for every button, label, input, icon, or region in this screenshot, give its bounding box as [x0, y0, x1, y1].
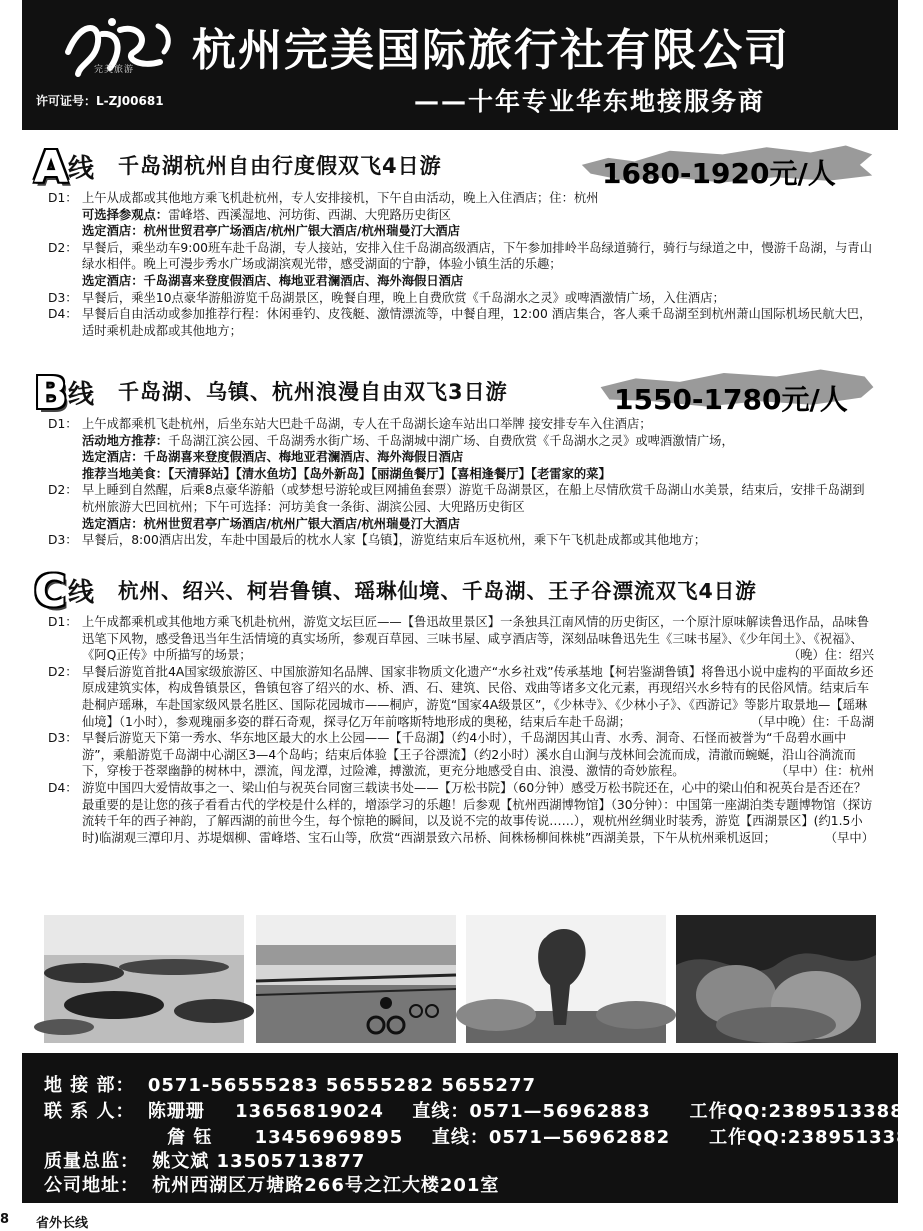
logo-caption: 完美旅游: [94, 65, 135, 75]
route-letter: C: [34, 566, 67, 617]
contact-qq: 工作QQ:2389513386: [709, 1127, 923, 1148]
route-xian: 线: [68, 578, 95, 608]
contact-person-row: [44, 1123, 923, 1149]
header-banner: [22, 0, 898, 130]
quality-director-row: [44, 1147, 365, 1173]
day-detail: 可选择参观点：雷峰塔、西溪湿地、河坊街、西湖、大兜路历史街区: [82, 207, 451, 222]
route-title: 千岛湖杭州自由行度假双飞4日游: [118, 154, 442, 178]
itinerary-day: [22, 482, 898, 532]
day-description: 游览中国四大爱情故事之一、梁山伯与祝英台同窗三载读书处——【万松书院】（60分钟）感受万松书院还在，心中的梁山伯和祝英台是否还在？最重要的是让您的孩子看看古代的学校是什么样的，增添学习的乐趣！后参观【杭州西湖博物馆】（30分钟）：中国第一座湖泊类专题博物馆（探访流转千年的西子神韵，了解西湖的前世今生，每个惊艳的瞬间，以及说不完的故事传说……），观杭州丝绸业时装秀，游览【西湖景区】(约1.5小时)临湖观三潭印月、苏堤烟柳、雷峰塔、宝石山等，欣赏“西湖景致六吊桥、间株杨柳间株桃”西湖美景，下午从杭州乘机返回； （早中）: [82, 780, 874, 845]
route-price: 1550-1780元/人: [614, 383, 848, 416]
route-title: 杭州、绍兴、柯岩鲁镇、瑶琳仙境、千岛湖、王子谷漂流双飞4日游: [118, 579, 757, 603]
itinerary-day: [22, 664, 898, 730]
itinerary: [22, 614, 898, 846]
day-description: 早餐后游览天下第一秀水、华东地区最大的水上公园——【千岛湖】（约4小时），千岛湖因其山青、水秀、洞奇、石怪而被誉为“千岛碧水画中游”，乘船游览千岛湖中心湖区3—4个岛屿；结束后体验【王子谷漂流】（约2小时）溪水自山涧与茂林间会流而成，清澈而蜿蜒，沿山谷淌流而下，穿梭于苍翠幽静的树林中，漂流，闯龙潭，过险滩，搏激流，更充分地感受自由、浪漫、激情的奇妙旅程。 （早中）住：杭州: [82, 731, 874, 779]
company-name: 杭州完美国际旅行社有限公司: [192, 25, 790, 76]
local-office-row: [44, 1071, 536, 1097]
address-row: [44, 1171, 499, 1197]
route-xian: 线: [68, 380, 95, 410]
route-letter: A: [34, 142, 69, 193]
contact-mobile: 13656819024: [235, 1101, 384, 1122]
day-label: D4：: [48, 307, 78, 322]
contact-panel: [22, 1053, 923, 1203]
cave-formation-photo: [676, 915, 876, 1043]
day-description: 早餐后，乘坐动车9:00班车赴千岛湖，专人接站，安排入住千岛湖高级酒店，下午参加排岭半岛绿道骑行，骑行与绿道之中，慢游千岛湖，与青山绿水相伴。晚上可漫步秀水广场或湖滨观光带，感受湖面的宁静，体验小镇生活的乐趣；: [82, 240, 873, 272]
day-description: 上午成都乘机或其他地方乘飞机赴杭州，游览文坛巨匠——【鲁迅故里景区】一条独具江南风情的历史街区，一个原汁原味解读鲁迅作品，品味鲁迅笔下风物，感受鲁迅当年生活情境的真实场所，参观百草园、三味书屋、咸亨酒店等，深刻品味鲁迅先生《三味书屋》、《少年闰土》、《祝福》、《阿Q正传》中所描写的场景； （晚）住：绍兴: [82, 615, 874, 663]
itinerary-day: [22, 614, 898, 664]
meal-lodging-note: （早中）住：杭州: [775, 764, 874, 779]
day-label: D4：: [48, 780, 78, 795]
route-xian: 线: [68, 154, 95, 184]
day-detail: 选定酒店：千岛湖喜来登度假酒店、梅地亚君澜酒店、海外海假日酒店: [82, 450, 464, 465]
day-description: 早餐后，8:00酒店出发，车赴中国最后的枕水人家【乌镇】，游览结束后车返杭州，乘下午飞机赴成都或其他地方；: [82, 533, 707, 548]
license-number: 许可证号：L-ZJ00681: [36, 94, 164, 108]
route-title: 千岛湖、乌镇、杭州浪漫自由双飞3日游: [118, 380, 508, 404]
thousand-island-lake-photo: [44, 915, 244, 1043]
day-detail: 推荐当地美食：【天清驿站】【清水鱼坊】【岛外新岛】【丽湖鱼餐厅】【喜相逢餐厅】【老雷家的菜】: [82, 466, 611, 481]
day-description: 早餐后，乘坐10点豪华游船游览千岛湖景区，晚餐自理，晚上自费欣赏《千岛湖水之灵》或啤酒激情广场，入住酒店；: [82, 290, 725, 305]
meal-lodging-note: （晚）住：绍兴: [787, 648, 874, 663]
quality-director: 姚文斌 13505713877: [152, 1151, 366, 1172]
day-description: 上午从成都或其他地方乘飞机赴杭州，专人安排接机，下午自由活动，晚上入住酒店；住：杭州: [82, 191, 599, 205]
day-label: D2：: [48, 240, 78, 255]
route-c: [22, 566, 898, 846]
meal-lodging-note: （早中晚）住：千岛湖: [751, 714, 874, 729]
itinerary-day: [22, 306, 898, 339]
meal-lodging-note: （早中）: [824, 830, 874, 845]
contact-direct-line: 直线：0571—56962882: [431, 1127, 671, 1148]
local-office-phones: 0571-56555283 56555282 5655277: [147, 1075, 536, 1096]
day-label: D1：: [48, 191, 78, 205]
contact-label: 联 系 人：: [44, 1101, 135, 1122]
day-detail: 活动地方推荐：千岛湖江滨公园、千岛湖秀水街广场、千岛湖城中湖广场、自费欣赏《千岛湖水之灵》或啤酒激情广场，: [82, 433, 734, 448]
day-detail: 选定酒店：千岛湖喜来登度假酒店、梅地亚君澜酒店、海外海假日酒店: [82, 273, 464, 288]
company-slogan: ——十年专业华东地接服务商: [414, 87, 766, 116]
day-label: D1：: [48, 417, 78, 431]
contact-name: 詹 钰: [167, 1127, 213, 1148]
day-detail: 选定酒店：杭州世贸君亭广场酒店/杭州广银大酒店/杭州瑞曼汀大酒店: [82, 516, 460, 531]
route-letter: B: [34, 368, 68, 419]
page-number: 8: [0, 1212, 10, 1227]
company-address: 杭州西湖区万塘路266号之江大楼201室: [152, 1175, 500, 1196]
itinerary-day: [22, 190, 898, 240]
address-label: 公司地址：: [44, 1175, 139, 1196]
route-price: 1680-1920元/人: [602, 157, 836, 190]
section-name: 省外长线: [36, 1216, 89, 1231]
day-description: 早餐后游览首批4A国家级旅游区、中国旅游知名品牌、国家非物质文化遗产“水乡社戏”传承基地【柯岩鉴湖鲁镇】将鲁迅小说中虚构的平面故乡还原成建筑实体，构成鲁镇景区，鲁镇包容了绍兴的水、桥、酒、石、建筑、民俗、戏曲等诸多文化元素，再现绍兴水乡特有的民俗风情。结束后车赴桐庐瑶琳，车赴国家级风景名胜区、国际花园城市——桐庐，游览“国家4A级景区”，《少林寺》、《少林小子》、《西游记》等影片取景地—【瑶琳仙境】（1小时），参观瑰丽多姿的群石奇观，探寻亿万年前喀斯特地形成的奥秘，结束后车赴千岛湖； （早中晚）住：千岛湖: [82, 664, 874, 729]
day-label: D1：: [48, 615, 78, 629]
itinerary-day: [22, 416, 898, 482]
contact-qq: 工作QQ:2389513388: [689, 1101, 904, 1122]
cycling-greenway-photo: [256, 915, 456, 1043]
day-label: D2：: [48, 664, 78, 679]
day-description: 早上睡到自然醒，后乘8点豪华游船（或梦想号游轮或巨网捕鱼套票）游览千岛湖景区，在船上尽情欣赏千岛湖山水美景，结束后，安排千岛湖到杭州旅游大巴回杭州；下午可选择：河坊美食一条街、湖滨公园、大兜路历史街区: [82, 483, 865, 514]
day-description: 早餐后自由活动或参加推荐行程：休闲垂钓、皮筏艇、激情漂流等，中餐自理，12:00 酒店集合，客人乘千岛湖至到杭州萧山国际机场民航大巴，适时乘机赴成都或其他地方；: [82, 307, 872, 338]
route-a-header: [22, 142, 898, 193]
local-office-label: 地 接 部：: [44, 1075, 135, 1096]
contact-person-row: [44, 1097, 904, 1123]
day-label: D2：: [48, 483, 78, 498]
quality-label: 质量总监：: [44, 1151, 139, 1172]
day-detail: 选定酒店：杭州世贸君亭广场酒店/杭州广银大酒店/杭州瑞曼汀大酒店: [82, 224, 460, 239]
itinerary: [22, 416, 898, 549]
contact-direct-line: 直线：0571—56962883: [412, 1101, 651, 1122]
route-b: [22, 368, 898, 549]
route-b-header: [22, 368, 898, 419]
contact-mobile: 13456969895: [254, 1127, 404, 1148]
day-label: D3：: [48, 533, 78, 548]
itinerary: [22, 190, 898, 339]
day-label: D3：: [48, 731, 78, 746]
itinerary-day: [22, 730, 898, 780]
itinerary-day: [22, 290, 898, 307]
route-a: [22, 142, 898, 339]
itinerary-day: [22, 780, 898, 846]
day-description: 上午成都乘机飞赴杭州，后坐东站大巴赴千岛湖，专人在千岛湖长途车站出口举牌 接安排专车入住酒店；: [82, 417, 652, 431]
route-c-header: [22, 566, 898, 617]
itinerary-day: [22, 240, 898, 290]
rock-pillar-photo: [466, 915, 666, 1043]
photo-strip: [44, 915, 874, 1045]
day-label: D3：: [48, 290, 78, 305]
itinerary-day: [22, 532, 898, 549]
contact-name: 陈珊珊: [147, 1101, 205, 1122]
